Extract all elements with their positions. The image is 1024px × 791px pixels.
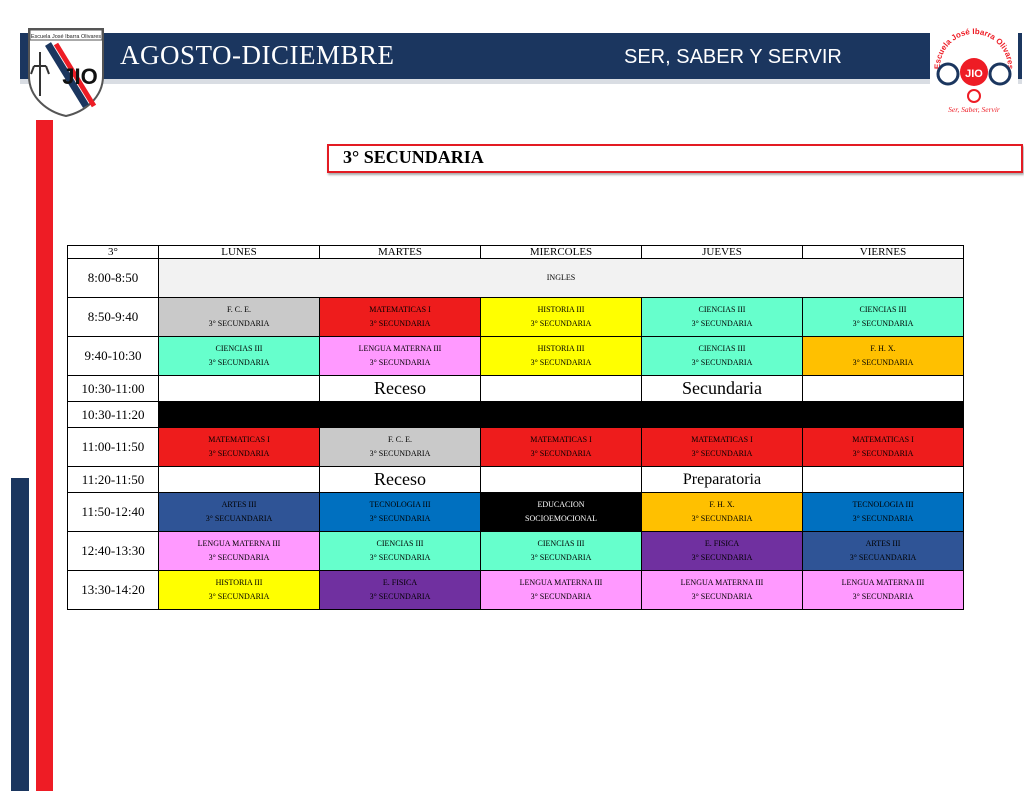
day-header-viernes: VIERNES — [803, 246, 964, 259]
class-cell — [642, 571, 803, 610]
time-slot: 11:20-11:50 — [68, 467, 159, 493]
class-cell-ingles: INGLES — [159, 259, 964, 298]
group-name: 3° SECUNDARIA — [852, 358, 914, 367]
table-row — [68, 532, 964, 571]
class-cell — [481, 571, 642, 610]
grade-title: 3° SECUNDARIA — [343, 147, 484, 167]
table-row — [68, 571, 964, 610]
time-slot: 10:30-11:00 — [68, 376, 159, 402]
subject-name: CIENCIAS III — [376, 539, 424, 548]
subject-name: LENGUA MATERNA III — [680, 578, 764, 587]
crest-text: Escuela José Ibarra Olivares — [30, 34, 102, 40]
subject-name: TECNOLOGIA III — [369, 500, 431, 509]
class-cell — [159, 298, 320, 337]
group-name: SOCIOEMOCIONAL — [525, 514, 597, 523]
class-cell — [159, 337, 320, 376]
subject-name: MATEMATICAS I — [691, 435, 753, 444]
group-name: 3° SECUNDARIA — [691, 358, 753, 367]
subject-name: HISTORIA III — [215, 578, 263, 587]
class-cell — [642, 337, 803, 376]
subject-name: E. FISICA — [704, 539, 740, 548]
school-round-logo — [930, 22, 1018, 118]
class-cell — [803, 428, 964, 467]
class-cell — [159, 571, 320, 610]
time-slot: 8:50-9:40 — [68, 298, 159, 337]
logo-arc-text: Escuela José Ibarra Olivares — [932, 26, 1016, 70]
class-cell — [803, 532, 964, 571]
time-slot: 11:50-12:40 — [68, 493, 159, 532]
class-cell — [481, 493, 642, 532]
class-cell — [320, 571, 481, 610]
class-cell — [642, 532, 803, 571]
motto-text: SER, SABER Y SERVIR — [624, 46, 842, 68]
subject-name: TECNOLOGIA III — [852, 500, 914, 509]
class-cell — [320, 493, 481, 532]
table-row — [68, 467, 964, 493]
subject-name: HISTORIA III — [537, 305, 585, 314]
group-name: 3° SECUNDARIA — [691, 514, 753, 523]
time-slot: 11:00-11:50 — [68, 428, 159, 467]
subject-name: LENGUA MATERNA III — [841, 578, 925, 587]
side-bar-red — [36, 120, 53, 791]
group-name: 3° SECUNDARIA — [369, 449, 431, 458]
time-slot: 10:30-11:20 — [68, 402, 159, 428]
class-cell — [481, 298, 642, 337]
schedule-table — [67, 245, 964, 610]
subject-name: E. FISICA — [382, 578, 418, 587]
class-cell — [803, 298, 964, 337]
logo-motto: Ser, Saber, Servir — [948, 105, 1000, 114]
time-slot: 12:40-13:30 — [68, 532, 159, 571]
crest-monogram: JIO — [62, 64, 98, 89]
class-cell — [320, 428, 481, 467]
break-cell-secundaria: Secundaria — [642, 376, 803, 402]
group-name: 3° SECUNDARIA — [852, 592, 914, 601]
table-row — [68, 298, 964, 337]
subject-name: EDUCACION — [537, 500, 585, 509]
group-name: 3° SECUANDARIA — [849, 553, 917, 562]
group-name: 3° SECUNDARIA — [208, 319, 270, 328]
side-bar-navy — [11, 478, 29, 791]
subject-name: CIENCIAS III — [537, 539, 585, 548]
subject-name: CIENCIAS III — [859, 305, 907, 314]
subject-name: F. H. X. — [870, 344, 896, 353]
group-name: 3° SECUNDARIA — [208, 592, 270, 601]
table-row — [68, 376, 964, 402]
subject-name: F. H. X. — [709, 500, 735, 509]
class-cell — [642, 428, 803, 467]
table-row — [68, 402, 964, 428]
group-name: 3° SECUNDARIA — [369, 319, 431, 328]
group-name: 3° SECUNDARIA — [530, 592, 592, 601]
group-name: 3° SECUNDARIA — [208, 358, 270, 367]
banner-stripe — [20, 79, 1022, 84]
class-cell — [159, 532, 320, 571]
group-name: 3° SECUNDARIA — [369, 358, 431, 367]
day-header-jueves: JUEVES — [642, 246, 803, 259]
blocked-band — [159, 402, 964, 428]
day-header-martes: MARTES — [320, 246, 481, 259]
break-cell — [481, 467, 642, 493]
group-name: 3° SECUNDARIA — [530, 358, 592, 367]
group-name: 3° SECUNDARIA — [852, 319, 914, 328]
group-name: 3° SECUNDARIA — [530, 449, 592, 458]
class-cell — [320, 532, 481, 571]
group-name: 3° SECUNDARIA — [369, 553, 431, 562]
group-name: 3° SECUNDARIA — [208, 449, 270, 458]
subject-name: F. C. E. — [226, 305, 252, 314]
subject-name: LENGUA MATERNA III — [197, 539, 281, 548]
break-cell-preparatoria: Preparatoria — [642, 467, 803, 493]
group-name: 3° SECUNDARIA — [530, 319, 592, 328]
class-cell — [803, 337, 964, 376]
class-cell — [320, 337, 481, 376]
class-cell — [481, 428, 642, 467]
subject-name: CIENCIAS III — [698, 344, 746, 353]
break-cell — [159, 376, 320, 402]
subject-name: ARTES III — [865, 539, 901, 548]
subject-name: ARTES III — [221, 500, 257, 509]
group-name: 3° SECUNDARIA — [691, 553, 753, 562]
break-cell-receso: Receso — [320, 376, 481, 402]
table-row — [68, 428, 964, 467]
grade-title-box — [327, 144, 1023, 173]
logo-monogram: JIO — [965, 68, 983, 80]
subject-name: F. C. E. — [387, 435, 413, 444]
subject-name: LENGUA MATERNA III — [358, 344, 442, 353]
period-title: AGOSTO-DICIEMBRE — [120, 40, 395, 70]
school-crest-logo — [26, 26, 106, 118]
subject-name: MATEMATICAS I — [369, 305, 431, 314]
group-name: 3° SECUNDARIA — [852, 514, 914, 523]
group-name: 3° SECUNDARIA — [691, 319, 753, 328]
table-row — [68, 493, 964, 532]
break-cell — [803, 467, 964, 493]
table-row — [68, 337, 964, 376]
time-slot: 9:40-10:30 — [68, 337, 159, 376]
grade-header: 3° — [68, 246, 159, 259]
group-name: 3° SECUNDARIA — [852, 449, 914, 458]
subject-name: LENGUA MATERNA III — [519, 578, 603, 587]
subject-name: HISTORIA III — [537, 344, 585, 353]
group-name: 3° SECUNDARIA — [208, 553, 270, 562]
group-name: 3° SECUNDARIA — [691, 592, 753, 601]
class-cell — [642, 493, 803, 532]
time-slot: 8:00-8:50 — [68, 259, 159, 298]
day-header-lunes: LUNES — [159, 246, 320, 259]
group-name: 3° SECUNDARIA — [530, 553, 592, 562]
time-slot: 13:30-14:20 — [68, 571, 159, 610]
subject-name: MATEMATICAS I — [208, 435, 270, 444]
class-cell — [803, 571, 964, 610]
day-header-miercoles: MIERCOLES — [481, 246, 642, 259]
break-cell-receso: Receso — [320, 467, 481, 493]
group-name: 3° SECUNDARIA — [369, 592, 431, 601]
group-name: 3° SECUNDARIA — [691, 449, 753, 458]
subject-name: MATEMATICAS I — [852, 435, 914, 444]
subject-name: CIENCIAS III — [215, 344, 263, 353]
table-row — [68, 259, 964, 298]
break-cell — [159, 467, 320, 493]
break-cell — [481, 376, 642, 402]
group-name: 3° SECUNDARIA — [369, 514, 431, 523]
group-name: 3° SECUANDARIA — [205, 514, 273, 523]
class-cell — [159, 493, 320, 532]
class-cell — [642, 298, 803, 337]
break-cell — [803, 376, 964, 402]
header-row — [68, 246, 964, 259]
subject-name: MATEMATICAS I — [530, 435, 592, 444]
class-cell — [481, 532, 642, 571]
class-cell — [803, 493, 964, 532]
class-cell — [320, 298, 481, 337]
subject-name: CIENCIAS III — [698, 305, 746, 314]
class-cell — [481, 337, 642, 376]
class-cell — [159, 428, 320, 467]
